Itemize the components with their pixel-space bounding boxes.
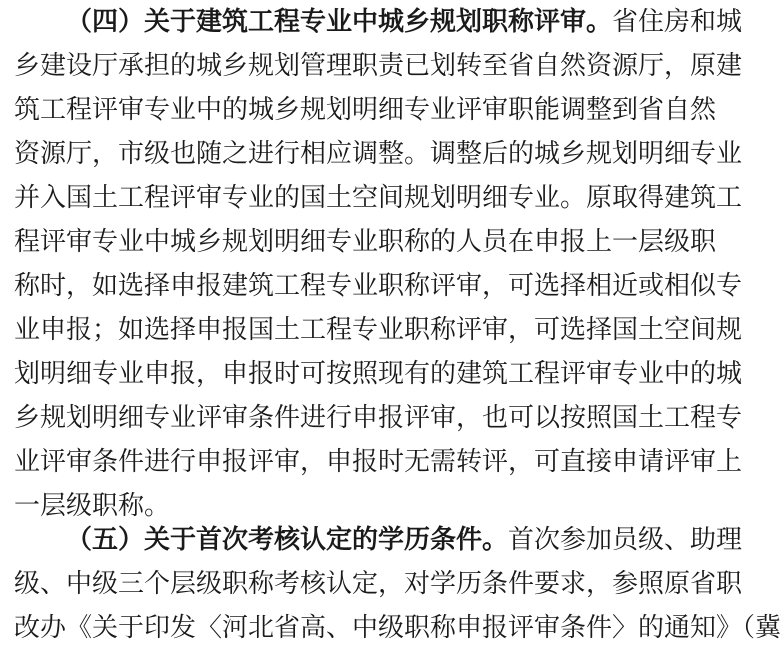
paragraph-4-line-11: 业评审条件进行申报评审，申报时无需转评，可直接申请评审上 — [14, 447, 743, 477]
paragraph-4-line-8: 业申报；如选择申报国土工程专业职称评审，可选择国土空间规 — [14, 315, 743, 345]
paragraph-4-line-1 — [66, 0, 743, 44]
paragraph-4-line-6: 程评审专业中城乡规划明细专业职称的人员在申报上一层级职 — [14, 227, 717, 257]
paragraph-5-heading: （五）关于首次考核认定的学历条件。 — [66, 525, 509, 555]
paragraph-4-line-10: 乡规划明细专业评审条件进行申报评审，也可以按照国土工程专 — [14, 403, 743, 433]
paragraph-4-line-2: 乡建设厅承担的城乡规划管理职责已划转至省自然资源厅，原建 — [14, 51, 743, 81]
paragraph-5-line-3: 改办《关于印发〈河北省高、中级职称申报评审条件〉的通知》（冀 — [14, 613, 781, 643]
paragraph-5-text: 首次参加员级、助理 — [508, 525, 743, 555]
paragraph-4-text: 省住房和城 — [612, 7, 743, 37]
paragraph-5-line-1 — [66, 518, 743, 562]
paragraph-4-line-5: 并入国土工程评审专业的国土空间规划明细专业。原取得建筑工 — [14, 183, 743, 213]
paragraph-4-line-12: 一层级职称。 — [14, 491, 171, 521]
paragraph-5-line-2: 级、中级三个层级职称考核认定，对学历条件要求，参照原省职 — [14, 569, 743, 599]
paragraph-4-heading: （四）关于建筑工程专业中城乡规划职称评审。 — [66, 7, 613, 37]
paragraph-4-line-4: 资源厅，市级也随之进行相应调整。调整后的城乡规划明细专业 — [14, 139, 743, 169]
paragraph-4-line-9: 划明细专业申报，申报时可按照现有的建筑工程评审专业中的城 — [14, 359, 743, 389]
paragraph-4-line-3: 筑工程评审专业中的城乡规划明细专业评审职能调整到省自然 — [14, 95, 717, 125]
paragraph-4-line-7: 称时，如选择申报建筑工程专业职称评审，可选择相近或相似专 — [14, 271, 743, 301]
